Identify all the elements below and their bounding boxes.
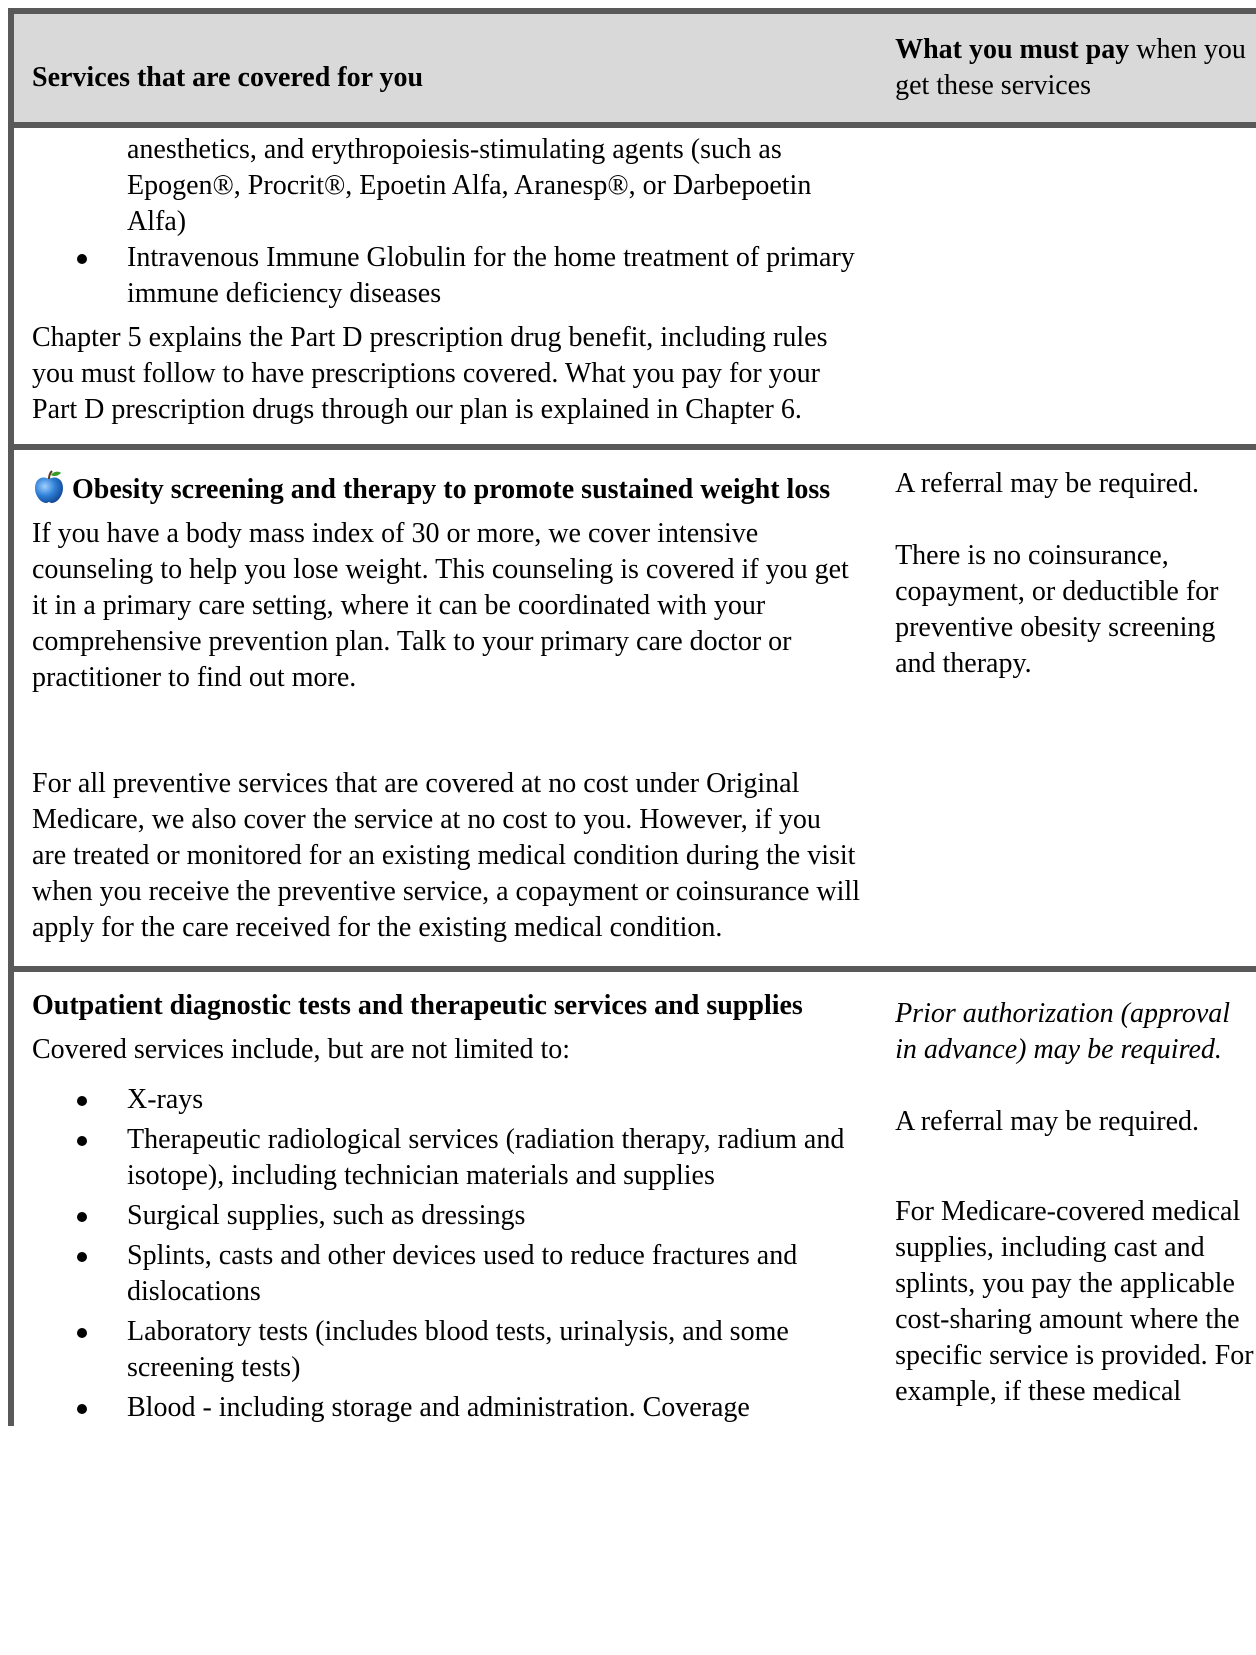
list-item: X-rays	[127, 1082, 861, 1118]
payment-cell	[875, 969, 1256, 1426]
bullet-icon	[77, 1252, 87, 1262]
payment-text: There is no coinsurance, copayment, or deductible for preventive obesity screening and therapy.	[895, 540, 1219, 679]
table-row	[11, 969, 1256, 1426]
list-item: Intravenous Immune Globulin for the home treatment of primary immune deficiency diseases	[127, 240, 861, 312]
list-item: Splints, casts and other devices used to reduce fractures and dislocations	[127, 1238, 861, 1310]
services-cell	[11, 969, 875, 1426]
table-row	[11, 447, 1256, 969]
payment-text: A referral may be required.	[895, 1106, 1200, 1137]
bullet-icon	[77, 1212, 87, 1222]
paragraph: If you have a body mass index of 30 or more, we cover intensive counseling to help you lose weight. This counseling is covered if you get it in a primary care setting, where it can be coordinated with your comprehensive prevention plan. Talk to your primary care doctor or practitioner to find out more.	[32, 518, 849, 693]
list-item: Surgical supplies, such as dressings	[127, 1198, 861, 1234]
section-title: Obesity screening and therapy to promote sustained weight loss	[32, 470, 861, 508]
section-title: Outpatient diagnostic tests and therapeutic services and supplies	[32, 990, 803, 1021]
paragraph: For all preventive services that are covered at no cost under Original Medicare, we also cover the service at no cost to you. However, if you are treated or monitored for an existing medical condition during the visit when you receive the preventive service, a copayment or coinsurance will apply for the care received for the existing medical condition.	[32, 768, 860, 943]
bullet-icon	[77, 1136, 87, 1146]
header-services-column: Services that are covered for you	[11, 11, 875, 125]
bullet-list	[32, 240, 861, 312]
paragraph: Chapter 5 explains the Part D prescription drug benefit, including rules you must follow to have prescriptions covered. What you pay for your Part D prescription drugs through our plan is explained in Chapter 6.	[32, 322, 828, 425]
table-row	[11, 125, 1256, 447]
payment-text: Prior authorization (approval in advance) may be required.	[895, 998, 1231, 1065]
benefits-table	[8, 8, 1256, 1426]
header-payment-column	[875, 11, 1256, 125]
payment-cell	[875, 447, 1256, 969]
continued-text: anesthetics, and erythropoiesis-stimulating agents (such as Epogen®, Procrit®, Epoetin Alfa, Aranesp®, or Darbepoetin Alfa)	[127, 134, 812, 237]
bullet-icon	[77, 1328, 87, 1338]
table-header-row	[11, 11, 1256, 125]
bullet-icon	[77, 254, 87, 264]
bullet-list	[32, 1082, 861, 1426]
list-item: Therapeutic radiological services (radiation therapy, radium and isotope), including technician materials and supplies	[127, 1122, 861, 1194]
paragraph: Covered services include, but are not limited to:	[32, 1034, 571, 1065]
payment-text: For Medicare-covered medical supplies, including cast and splints, you pay the applicable cost-sharing amount where the specific service is provided. For example, if these medical	[895, 1196, 1254, 1407]
payment-text: A referral may be required.	[895, 468, 1200, 499]
services-cell	[11, 125, 875, 447]
list-item: Laboratory tests (includes blood tests, urinalysis, and some screening tests)	[127, 1314, 861, 1386]
services-cell	[11, 447, 875, 969]
apple-icon	[32, 470, 66, 504]
list-item: Blood - including storage and administration. Coverage	[127, 1390, 861, 1426]
payment-cell	[875, 125, 1256, 447]
header-payment-rest: when you get these services	[895, 34, 1246, 101]
bullet-icon	[77, 1404, 87, 1414]
header-payment-bold: What you must pay	[895, 34, 1130, 65]
bullet-icon	[77, 1096, 87, 1106]
